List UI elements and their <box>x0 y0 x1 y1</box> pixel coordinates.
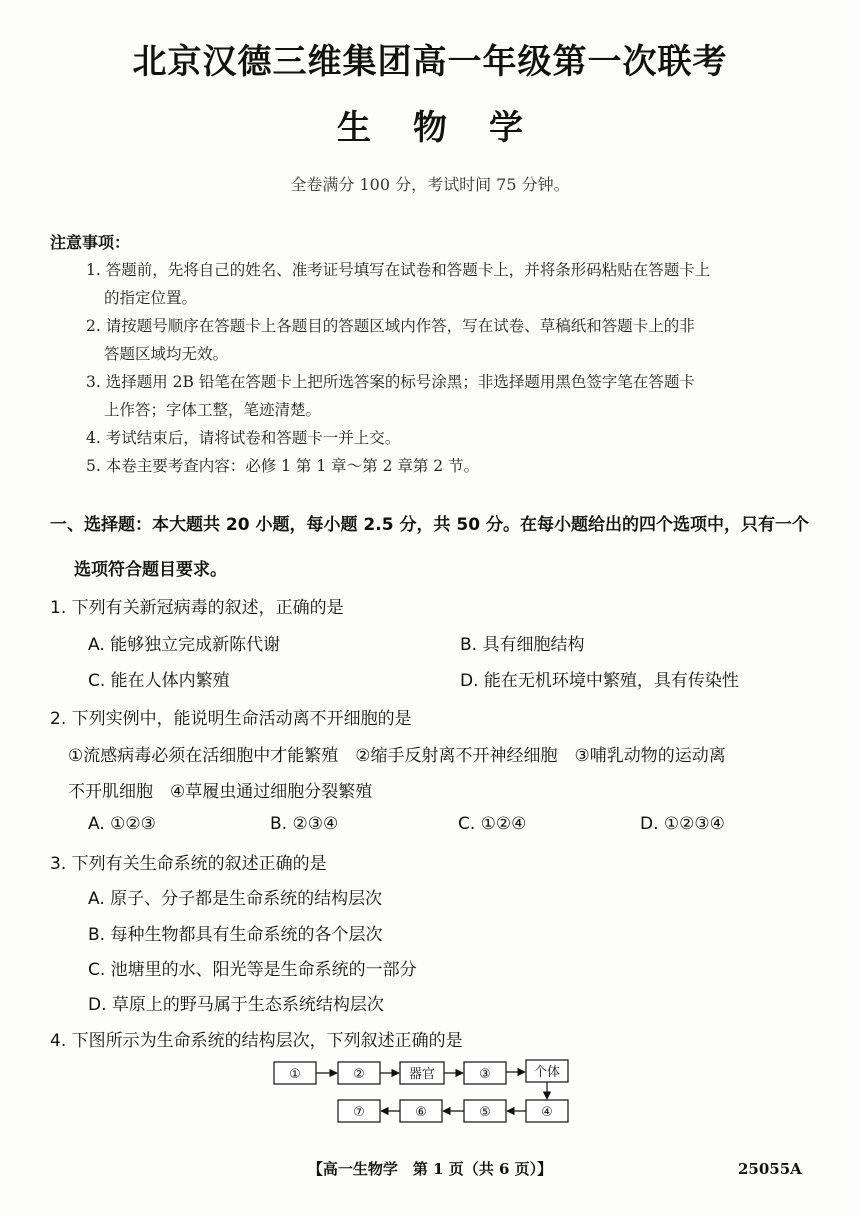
level-label-6: ⑥ <box>415 1105 427 1120</box>
level-label-organ: 器官 <box>408 1067 436 1082</box>
q2-option-b: B. ②③④ <box>270 814 339 834</box>
level-label-5: ⑤ <box>479 1105 491 1120</box>
q2-statement-line: 不开肌细胞 ④草履虫通过细胞分裂繁殖 <box>68 782 373 802</box>
q1-option-d: D. 能在无机环境中繁殖，具有传染性 <box>460 671 739 691</box>
q1-option-b: B. 具有细胞结构 <box>460 635 585 655</box>
score-time-line: 全卷满分 100 分，考试时间 75 分钟。 <box>290 175 570 194</box>
level-label-7: ⑦ <box>353 1105 365 1120</box>
section-heading: 一、选择题：本大题共 20 小题，每小题 2.5 分，共 50 分。在每小题给出的四个选项中，只有一个 <box>50 515 809 535</box>
q2-option-a: A. ①②③ <box>88 814 156 834</box>
level-label-4: ④ <box>541 1105 553 1120</box>
question-2-stem: 2. 下列实例中，能说明生命活动离不开细胞的是 <box>50 709 412 729</box>
page-footer: 【高一生物学 第 1 页（共 6 页）】 <box>307 1160 553 1178</box>
q1-option-c: C. 能在人体内繁殖 <box>88 671 230 691</box>
section-heading-cont: 选项符合题目要求。 <box>74 560 227 580</box>
level-label-3: ③ <box>479 1067 491 1082</box>
q2-option-c: C. ①②④ <box>458 814 527 834</box>
level-label-1: ① <box>289 1067 301 1082</box>
life-system-levels-diagram <box>260 1054 580 1132</box>
q3-option-b: B. 每种生物都具有生命系统的各个层次 <box>88 925 383 945</box>
notice-line: 答题区域均无效。 <box>104 345 229 363</box>
question-4-stem: 4. 下图所示为生命系统的结构层次，下列叙述正确的是 <box>50 1031 463 1051</box>
q2-statement-line: ①流感病毒必须在活细胞中才能繁殖 ②缩手反射离不开神经细胞 ③哺乳动物的运动离 <box>68 746 726 766</box>
notice-line: 5. 本卷主要考查内容：必修 1 第 1 章～第 2 章第 2 节。 <box>86 457 480 475</box>
q1-option-a: A. 能够独立完成新陈代谢 <box>88 635 281 655</box>
q2-option-d: D. ①②③④ <box>640 814 725 834</box>
q3-option-c: C. 池塘里的水、阳光等是生命系统的一部分 <box>88 960 417 980</box>
q3-option-a: A. 原子、分子都是生命系统的结构层次 <box>88 889 383 909</box>
q3-option-d: D. 草原上的野马属于生态系统结构层次 <box>88 995 384 1015</box>
level-label-2: ② <box>353 1067 365 1082</box>
subject-title: 生物学 <box>337 108 565 148</box>
level-label-individual: 个体 <box>533 1065 561 1080</box>
notice-line: 1. 答题前，先将自己的姓名、准考证号填写在试卷和答题卡上，并将条形码粘贴在答题卡上 <box>86 261 711 279</box>
question-1-stem: 1. 下列有关新冠病毒的叙述，正确的是 <box>50 598 344 618</box>
notice-line: 的指定位置。 <box>104 289 198 307</box>
notice-line: 3. 选择题用 2B 铅笔在答题卡上把所选答案的标号涂黑；非选择题用黑色签字笔在答题卡 <box>86 373 695 391</box>
exam-title: 北京汉德三维集团高一年级第一次联考 <box>132 42 728 82</box>
notice-line: 2. 请按题号顺序在答题卡上各题目的答题区域内作答，写在试卷、草稿纸和答题卡上的非 <box>86 317 695 335</box>
notice-line: 上作答；字体工整，笔迹清楚。 <box>104 401 322 419</box>
question-3-stem: 3. 下列有关生命系统的叙述正确的是 <box>50 854 327 874</box>
notice-heading: 注意事项： <box>50 233 131 252</box>
notice-line: 4. 考试结束后，请将试卷和答题卡一并上交。 <box>86 429 401 447</box>
exam-code: 25055A <box>738 1160 802 1178</box>
